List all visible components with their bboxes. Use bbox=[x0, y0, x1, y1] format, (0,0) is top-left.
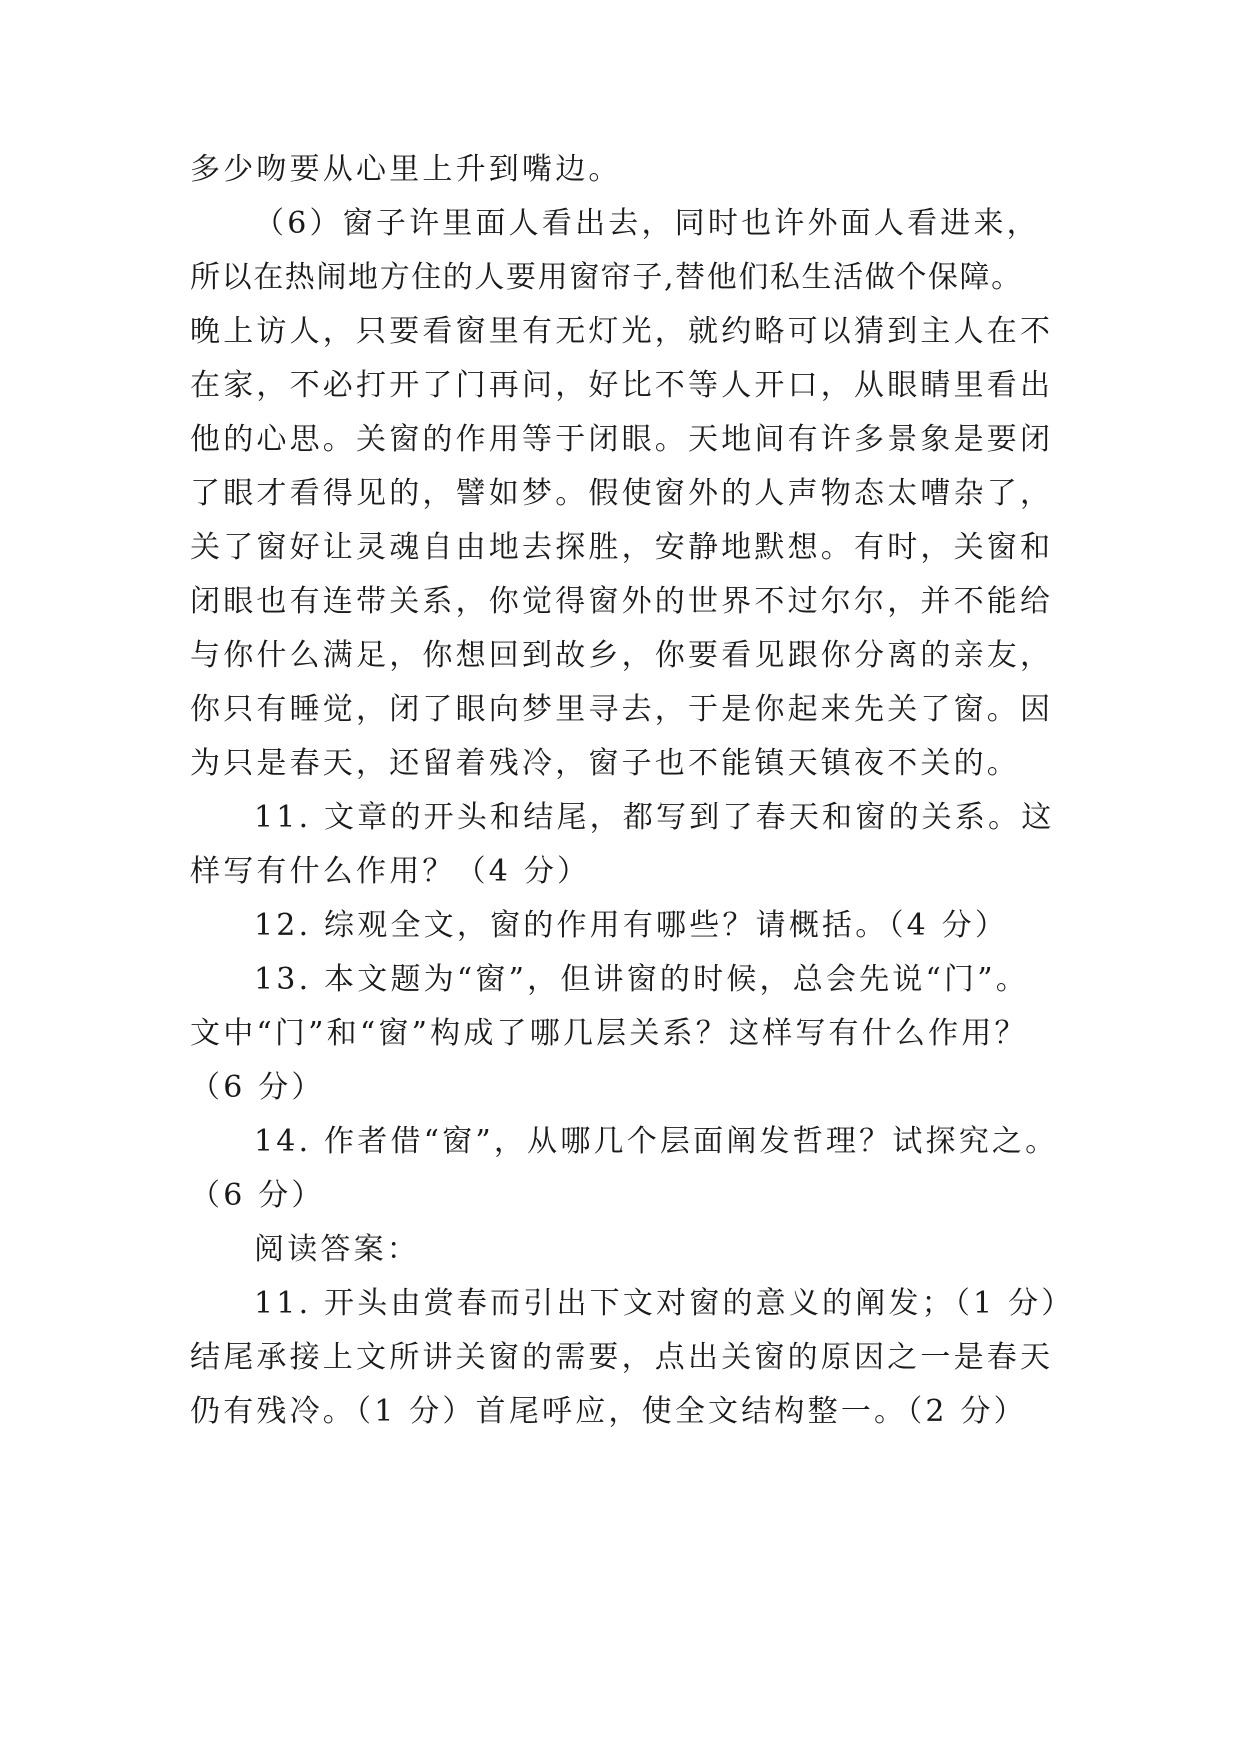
text-line: 多少吻要从心里上升到嘴边。 bbox=[190, 152, 622, 187]
text-line: 与你什么满足，你想回到故乡，你要看见跟你分离的亲友， bbox=[190, 638, 1054, 673]
answer-11-cont: 结尾承接上文所讲关窗的需要，点出关窗的原因之一是春天 bbox=[190, 1340, 1054, 1375]
text-line: 闭眼也有连带关系，你觉得窗外的世界不过尔尔，并不能给 bbox=[190, 584, 1054, 619]
text-line: 在家，不必打开了门再问，好比不等人开口，从眼睛里看出 bbox=[190, 368, 1054, 403]
text-line: 所以在热闹地方住的人要用窗帘子,替他们私生活做个保障。 bbox=[190, 260, 1023, 295]
text-line: 晚上访人，只要看窗里有无灯光，就约略可以猜到主人在不 bbox=[190, 314, 1054, 349]
question-14: 14. 作者借“窗”，从哪几个层面阐发哲理？试探究之。 bbox=[254, 1124, 1059, 1159]
text-line: 为只是春天，还留着残冷，窗子也不能镇天镇夜不关的。 bbox=[190, 746, 1020, 781]
text-line: 关了窗好让灵魂自由地去探胜，安静地默想。有时，关窗和 bbox=[190, 530, 1054, 565]
question-11-cont: 样写有什么作用？（4 分） bbox=[190, 854, 591, 889]
question-14-score: （6 分） bbox=[190, 1178, 325, 1213]
question-13-score: （6 分） bbox=[190, 1070, 325, 1105]
paragraph-6-start: （6）窗子许里面人看出去，同时也许外面人看进来， bbox=[254, 206, 1040, 241]
question-11: 11. 文章的开头和结尾，都写到了春天和窗的关系。这 bbox=[254, 800, 1055, 835]
answer-11: 11. 开头由赏春而引出下文对窗的意义的阐发；（1 分） bbox=[254, 1286, 1075, 1321]
answer-11-end: 仍有残冷。（1 分）首尾呼应，使全文结构整一。（2 分） bbox=[190, 1394, 1027, 1429]
text-line: 了眼才看得见的，譬如梦。假使窗外的人声物态太嘈杂了， bbox=[190, 476, 1054, 511]
text-line: 你只有睡觉，闭了眼向梦里寻去，于是你起来先关了窗。因 bbox=[190, 692, 1054, 727]
question-13-cont: 文中“门”和“窗”构成了哪几层关系？这样写有什么作用？ bbox=[190, 1016, 1028, 1051]
question-13: 13. 本文题为“窗”，但讲窗的时候，总会先说“门”。 bbox=[254, 962, 1029, 997]
question-12: 12. 综观全文，窗的作用有哪些？请概括。（4 分） bbox=[254, 908, 1009, 943]
answers-heading: 阅读答案： bbox=[254, 1232, 420, 1267]
text-line: 他的心思。关窗的作用等于闭眼。天地间有许多景象是要闭 bbox=[190, 422, 1054, 457]
